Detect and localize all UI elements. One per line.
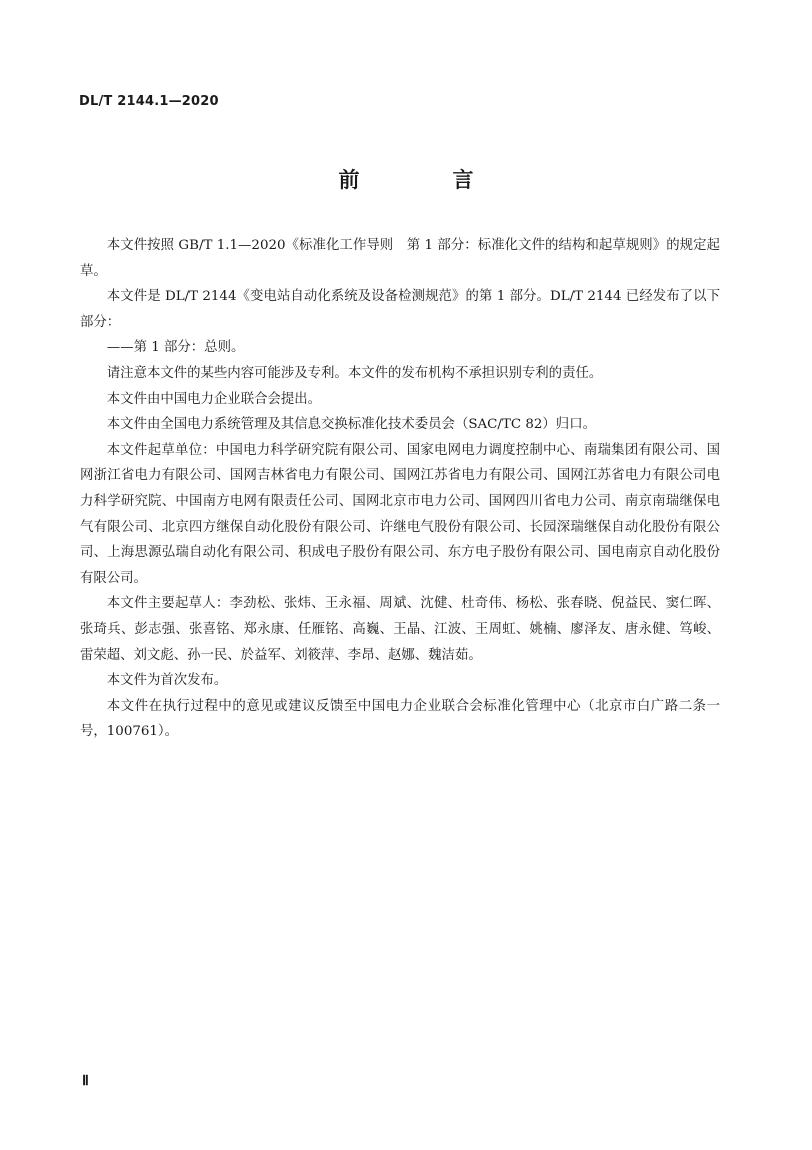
list-item-part1: ——第 1 部分：总则。 [106,340,245,356]
page-number: Ⅱ [82,1074,89,1089]
paragraph-proposer: 本文件由中国电力企业联合会提出。 [106,391,322,407]
paragraph-drafters: 本文件主要起草人：李劲松、张炜、王永福、周斌、沈健、杜奇伟、杨松、张春晓、倪益民、窦仁晖、张琦兵、彭志强、张喜铭、郑永康、任雁铭、高巍、王晶、江波、王周虹、姚楠、廖泽友、唐永健、笃峻、雷荣超、刘文彪、孙一民、於益军、刘筱萍、李昂、赵娜、魏洁茹。 [80,596,720,663]
paragraph-drafting-units: 本文件起草单位：中国电力科学研究院有限公司、国家电网电力调度控制中心、南瑞集团有限公司、国网浙江省电力有限公司、国网吉林省电力有限公司、国网江苏省电力有限公司、国网江苏省电力有限公司电力科学研究院、中国南方电网有限责任公司、国网北京市电力公司、国网四川省电力公司、南京南瑞继保电气有限公司、北京四方继保自动化股份有限公司、许继电气股份有限公司、长园深瑞继保自动化股份有限公司、上海思源弘瑞自动化有限公司、积成电子股份有限公司、东方电子股份有限公司、国电南京自动化股份有限公司。 [80,442,720,586]
paragraph-first-release: 本文件为首次发布。 [106,673,228,689]
page-title: 前 言 [338,168,510,192]
foreword-body [80,233,720,745]
document-id: DL/T 2144.1—2020 [79,94,219,109]
paragraph-drafting-rule: 本文件按照 GB/T 1.1—2020《标准化工作导则 第 1 部分：标准化文件的结构和起草规则》的规定起草。 [80,238,720,279]
paragraph-patent-notice: 请注意本文件的某些内容可能涉及专利。本文件的发布机构不承担识别专利的责任。 [106,365,603,381]
paragraph-part-info: 本文件是 DL/T 2144《变电站自动化系统及设备检测规范》的第 1 部分。DL/T 2144 已经发布了以下部分： [80,289,720,330]
paragraph-committee: 本文件由全国电力系统管理及其信息交换标准化技术委员会（SAC/TC 82）归口。 [106,417,596,433]
paragraph-feedback: 本文件在执行过程中的意见或建议反馈至中国电力企业联合会标准化管理中心（北京市白广路二条一号，100761）。 [80,698,720,740]
